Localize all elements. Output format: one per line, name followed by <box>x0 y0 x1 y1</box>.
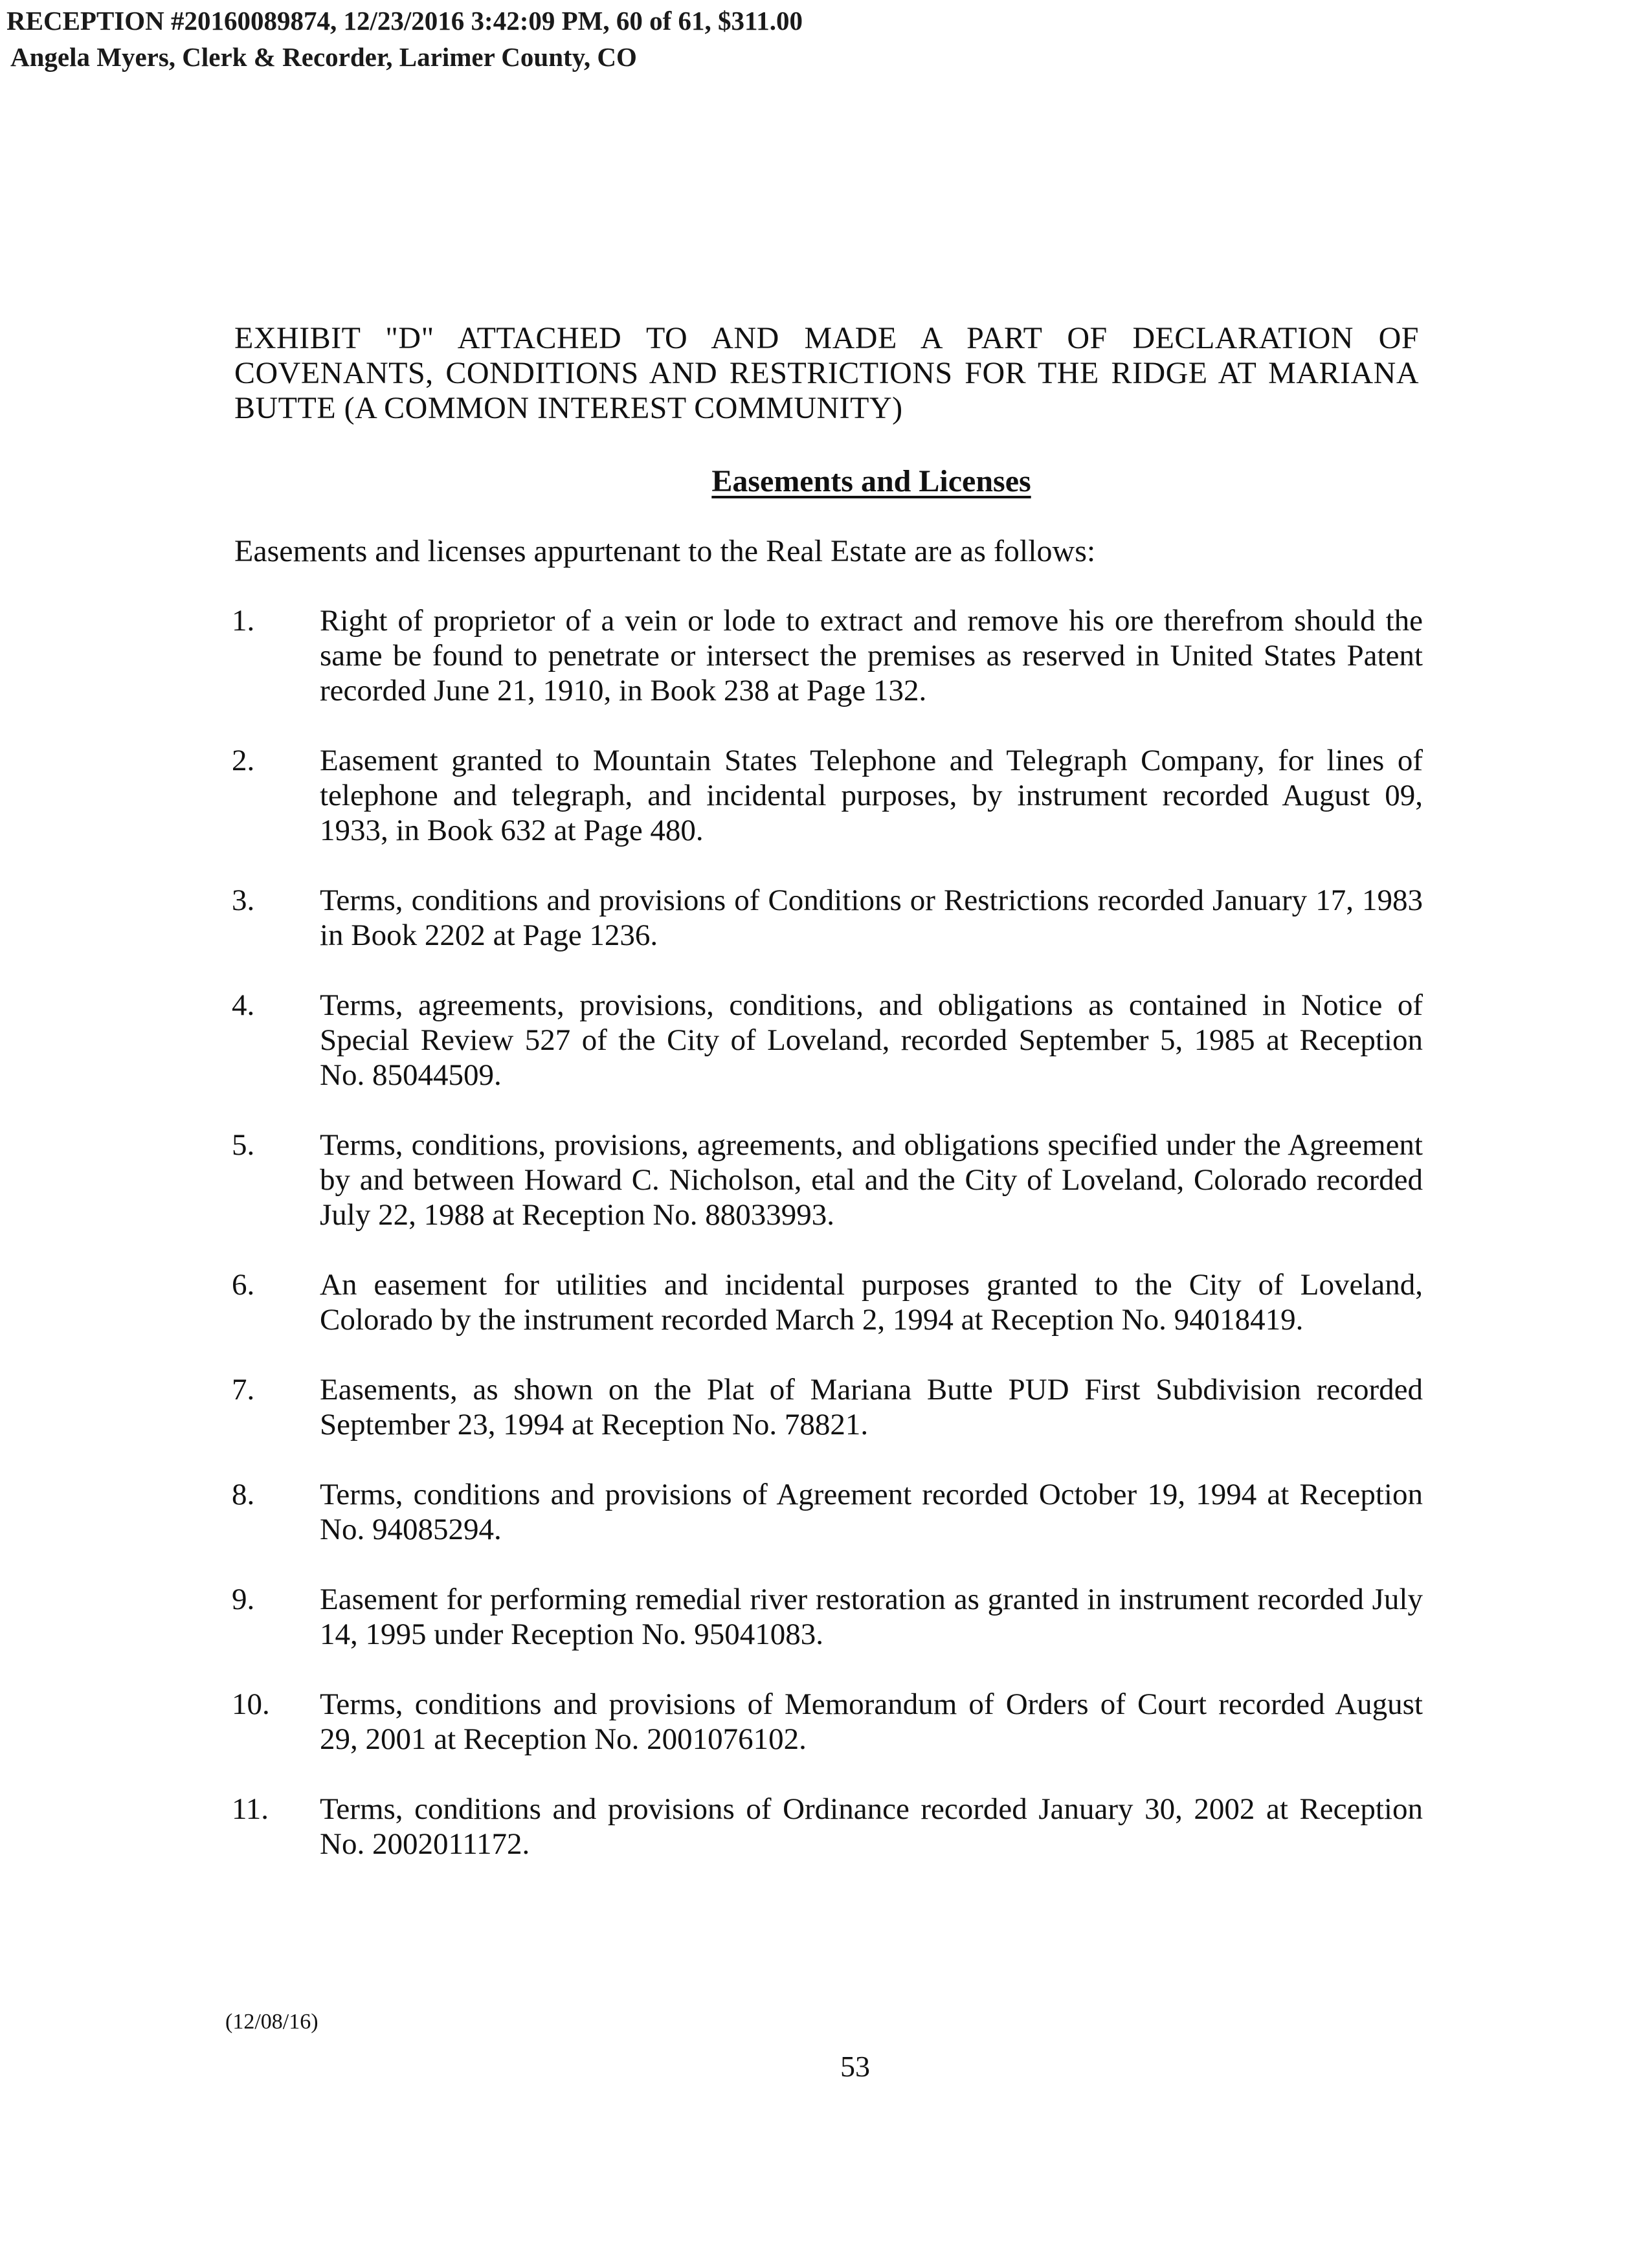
item-number: 1. <box>232 604 255 638</box>
recording-stamp <box>6 3 803 75</box>
recorder-line: Angela Myers, Clerk & Recorder, Larimer County, CO <box>10 42 637 72</box>
item-number: 8. <box>232 1478 255 1511</box>
list-item <box>232 1582 1423 1652</box>
item-text: Terms, conditions and provisions of Conditions or Restrictions recorded January 17, 1983 in Book 2202 at Page 1236. <box>320 884 1423 952</box>
list-item <box>232 1128 1423 1232</box>
item-text: Terms, conditions and provisions of Ordinance recorded January 30, 2002 at Reception No. 2002011172. <box>320 1792 1423 1861</box>
item-number: 2. <box>232 744 255 777</box>
easement-list <box>232 603 1423 1896</box>
list-item <box>232 988 1423 1093</box>
section-heading <box>0 463 1652 500</box>
item-number: 9. <box>232 1583 255 1616</box>
item-number: 11. <box>232 1792 269 1826</box>
item-text: Terms, agreements, provisions, conditions, and obligations as contained in Notice of Special Review 527 of the City of Loveland, recorded September 5, 1985 at Reception No. 85044509. <box>320 988 1423 1092</box>
list-item <box>232 883 1423 953</box>
item-text: Easements, as shown on the Plat of Mariana Butte PUD First Subdivision recorded September 23, 1994 at Reception No. 78821. <box>320 1373 1423 1441</box>
item-text: Right of proprietor of a vein or lode to extract and remove his ore therefrom should the same be found to penetrate or intersect the premises as reserved in United States Patent recorded June 21, 1910, in Book 238 at Page 132. <box>320 604 1423 707</box>
page-number: 53 <box>840 2050 870 2083</box>
list-item <box>232 1477 1423 1547</box>
item-number: 10. <box>232 1687 270 1721</box>
item-number: 4. <box>232 988 255 1022</box>
item-text: Terms, conditions and provisions of Memorandum of Orders of Court recorded August 29, 2001 at Reception No. 2001076102. <box>320 1687 1423 1756</box>
list-item <box>232 1792 1423 1862</box>
item-text: Easement for performing remedial river restoration as granted in instrument recorded July 14, 1995 under Reception No. 95041083. <box>320 1583 1423 1651</box>
list-item <box>232 1372 1423 1442</box>
intro-paragraph: Easements and licenses appurtenant to the Real Estate are as follows: <box>234 534 1096 568</box>
item-number: 3. <box>232 884 255 917</box>
item-number: 6. <box>232 1268 255 1302</box>
item-text: Terms, conditions, provisions, agreements, and obligations specified under the Agreement by and between Howard C. Nicholson, etal and the City of Loveland, Colorado recorded July 22, 1988 at Reception No. 88033993. <box>320 1128 1423 1232</box>
exhibit-title: EXHIBIT "D" ATTACHED TO AND MADE A PART OF DECLARATION OF COVENANTS, CONDITIONS AND RESTRICTIONS FOR THE RIDGE AT MARIANA BUTTE (A COMMON INTEREST COMMUNITY) <box>234 321 1419 425</box>
item-text: Easement granted to Mountain States Telephone and Telegraph Company, for lines of telephone and telegraph, and incidental purposes, by instrument recorded August 09, 1933, in Book 632 at Page 480. <box>320 744 1423 847</box>
item-number: 7. <box>232 1373 255 1407</box>
item-text: An easement for utilities and incidental purposes granted to the City of Loveland, Colorado by the instrument recorded March 2, 1994 at Reception No. 94018419. <box>320 1268 1423 1337</box>
item-number: 5. <box>232 1128 255 1162</box>
section-heading-text: Easements and Licenses <box>711 464 1031 498</box>
list-item <box>232 743 1423 848</box>
list-item <box>232 603 1423 708</box>
list-item <box>232 1687 1423 1757</box>
revision-date: (12/08/16) <box>225 2010 318 2034</box>
list-item <box>232 1267 1423 1337</box>
item-text: Terms, conditions and provisions of Agreement recorded October 19, 1994 at Reception No. 94085294. <box>320 1478 1423 1546</box>
reception-line: RECEPTION #20160089874, 12/23/2016 3:42:09 PM, 60 of 61, $311.00 <box>6 6 803 36</box>
